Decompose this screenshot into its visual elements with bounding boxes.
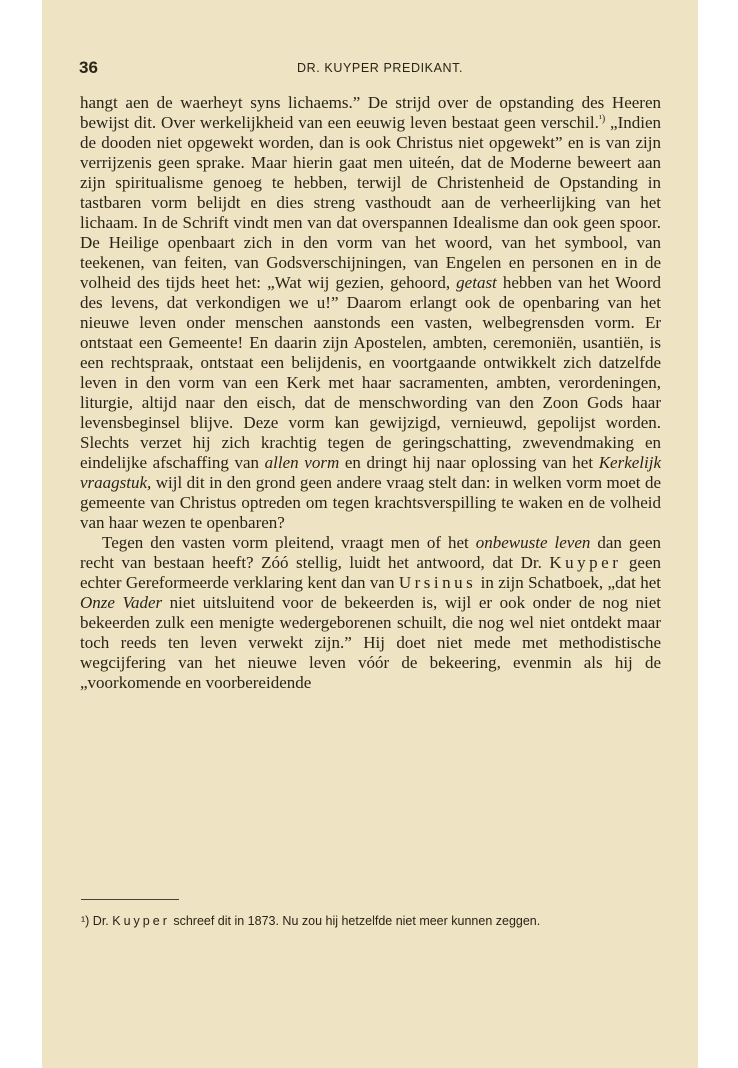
spaced-name: Kuyper [112,914,170,928]
text-run: in zijn Schatboek, „dat het [476,573,661,592]
running-head: DR. KUYPER PREDIKANT. [297,61,464,75]
text-run: hangt aen de waerheyt syns lichaems.” De strijd over de opstanding des Heeren bewijst dit. Over werkelijkheid van een eeuwig leven bestaat geen verschil. [80,93,661,132]
text-run: hebben van het Woord des levens, dat verkondigen we u!” Daarom erlangt ook de openbaring van het nieuwe leven onder menschen aanstonds een vasten, welbegrensden vorm. Er ontstaat een Gemeente! En daarin zijn Apostelen, ambten, ceremoniën, usantiën, is een rechtspraak, ontstaat een belijdenis, en voortgaande ontwikkelt zich datzelfde leven in den vorm van een Kerk met haar sacramenten, ambten, verordeningen, liturgie, altijd naar den eisch, dat de menschwording van den Zoon Gods haar levensbeginsel blijve. Deze vorm kan gewijzigd, vernieuwd, gepolijst worden. Slechts verzet hij zich krachtig tegen de geringschatting, zwevendmaking en eindelijke afschaffing van [80,273,662,472]
emphasis: allen vorm [264,453,340,472]
text-run: „Indien de dooden niet opgewekt worden, dan is ook Christus niet opgewekt” en is van zijn verrijzenis geen sprake. Maar hierin gaat men uiteén, dat de Moderne beweert aan zijn spiritualisme genoeg te hebben, terwijl de Christenheid de Opstanding in tastbaren vorm belijdt en dies streng vasthoudt aan de verheerlijking van het lichaam. In de Schrift vindt men van dat overspannen Idealisme dan ook geen spoor. De Heilige openbaart zich in den vorm van het woord, van het symbool, van teekenen, van feiten, van Godsverschijningen, van Engelen en personen en in de volheid des tijds heet het: „Wat wij gezien, gehoord, [80,113,661,292]
body-text [80,93,661,693]
emphasis: getast [456,273,497,292]
footnote-reference: ¹) [598,113,606,125]
footnote-divider [81,899,179,900]
spaced-name: Ursinus [398,573,477,592]
text-run: Dr. [89,914,113,928]
emphasis: Onze Vader [80,593,163,612]
footnote [81,912,661,930]
emphasis: Kerkelijk vraagstuk, [80,453,662,492]
page-number: 36 [79,58,98,77]
paragraph-1 [80,93,661,533]
footnote-marker: ¹) [81,914,90,928]
text-run: geen echter Gereformeerde verklaring kent dan van [80,553,661,592]
text-run: wijl dit in den grond geen andere vraag stelt dan: in welken vorm moet de gemeente van Christus optreden om tegen krachtsverspilling te waken en de volheid van haar wezen te openbaren? [80,473,661,532]
text-run: Tegen den vasten vorm pleitend, vraagt men of het [102,533,476,552]
page-header [79,58,661,82]
text-run: schreef dit in 1873. Nu zou hij hetzelfde niet meer kunnen zeggen. [169,914,541,928]
paragraph-2 [80,533,661,693]
text-run: niet uitsluitend voor de bekeerden is, wijl er ook onder de nog niet bekeerden zulk een menigte wedergeborenen schuilt, die nog wel niet ontdekt maar toch reeds ten leven verwekt zijn.” Hij doet niet mede met methodistische wegcijfering van het nieuwe leven vóór de bekeering, evenmin als hij de „voorkomende en voorbereidende [80,593,661,692]
text-run: dan geen recht van bestaan heeft? Zóó stellig, luidt het antwoord, dat Dr. [80,533,661,572]
spaced-name: Kuyper [549,553,622,572]
text-run: en dringt hij naar oplossing van het [339,453,599,472]
emphasis: onbewuste leven [475,533,591,552]
